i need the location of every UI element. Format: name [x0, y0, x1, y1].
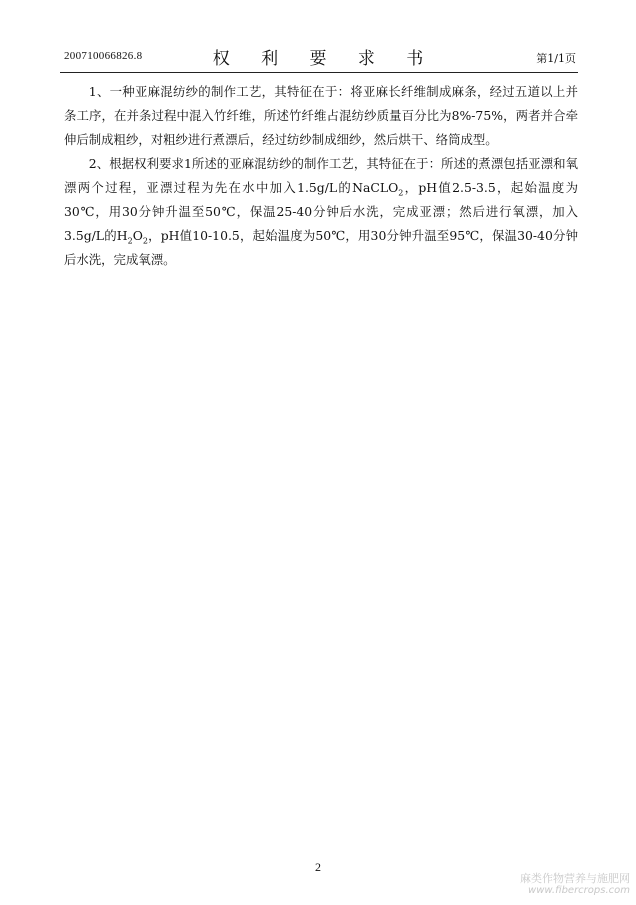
subscript-text: 2: [127, 236, 133, 246]
claim-text: 1、一种亚麻混纺纱的制作工艺，其特征在于：将亚麻长纤维制成麻条，经过五道以上并条工序，在并条过程中混入竹纤维，所述竹纤维占混纺纱质量百分比为8%-75%，两者并合牵伸后制成粗纱，对粗纱进行煮漂后，经过纺纱制成细纱，然后烘干、络筒成型。: [64, 84, 578, 147]
claim-text: 2、根据权利要求1所述的亚麻混纺纱的制作工艺，其特征在于：所述的煮漂包括亚漂和氧漂两个过程，亚漂过程为先在水中加入1.5g/L的NaCLO: [64, 156, 578, 195]
claim-text: ，pH值2.5-3.5，起始温度为30℃，用30分钟升温至50℃，保温25-40分钟后水洗，完成亚漂；然后进行氧漂，加入3.5g/L的H: [64, 180, 578, 243]
watermark-chinese: 麻类作物营养与施肥网: [520, 872, 630, 885]
page-number: 2: [315, 860, 321, 874]
claim-2: [64, 152, 578, 272]
subscript-text: 2: [142, 236, 148, 246]
watermark-url: www.fibercrops.com: [528, 885, 630, 896]
claims-body: [64, 80, 578, 272]
header-divider: [60, 72, 578, 73]
subscript-text: 2: [398, 188, 404, 198]
application-number: 200710066826.8: [64, 50, 143, 62]
claim-1: [64, 80, 578, 152]
page-indicator: 第1/1页: [536, 52, 576, 65]
claim-text: ，pH值10-10.5，起始温度为50℃，用30分钟升温至95℃，保温30-40分钟后水洗，完成氧漂。: [64, 228, 578, 267]
watermark: [520, 873, 630, 897]
claim-text: O: [132, 228, 143, 243]
document-title: 权 利 要 求 书: [212, 49, 437, 69]
